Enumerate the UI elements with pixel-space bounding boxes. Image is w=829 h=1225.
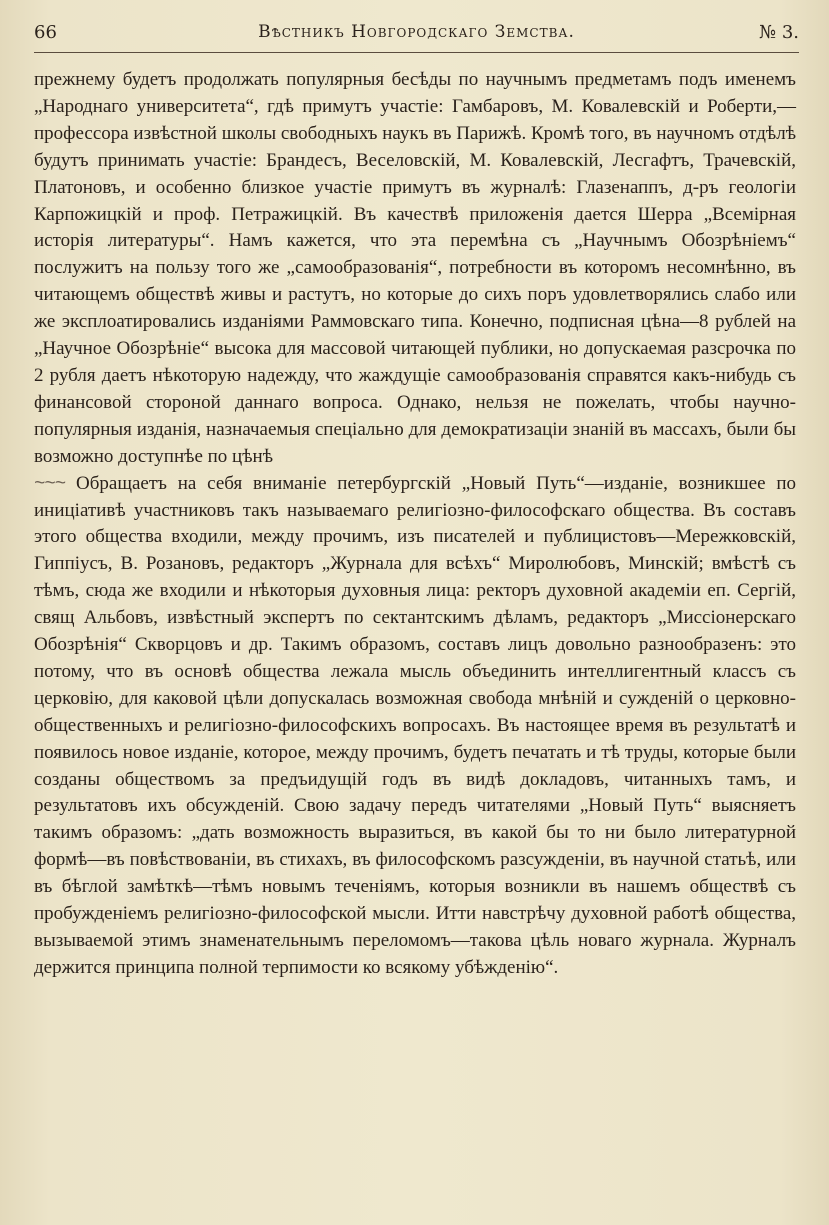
issue-number: № 3.: [759, 22, 799, 43]
paragraph-1: [34, 67, 796, 471]
running-header: [34, 18, 799, 53]
paragraph-2-lead-mark: ~~~: [34, 472, 66, 495]
paragraph-2: [34, 471, 796, 982]
article-body: [34, 67, 796, 982]
journal-title: Вѣстникъ Новгородскаго Земства.: [258, 22, 575, 42]
paragraph-1-text: прежнему будетъ продолжать популярныя бесѣды по научнымъ предметамъ подъ именемъ „Народнаго университета“, гдѣ примутъ участіе: Гамбаровъ, М. Ковалевскій и Роберти,—профессора извѣстной школы свободныхъ наукъ въ Парижѣ. Кромѣ того, въ научномъ отдѣлѣ будутъ принимать участіе: Брандесъ, Веселовскій, М. Ковалевскій, Лесгафтъ, Трачевскій, Платоновъ, и особенно близкое участіе примутъ въ журналѣ: Глазенаппъ, д-ръ геологіи Карпожицкій и проф. Петражицкій. Въ качествѣ приложенія дается Шерра „Всемірная исторія литературы“. Намъ кажется, что эта перемѣна съ „Научнымъ Обозрѣніемъ“ послужитъ на пользу того же „самообразованія“, потребности въ которомъ несомнѣнно, въ читающемъ обществѣ живы и растутъ, но которые до сихъ поръ удовлетворялись слабо или же эксплоатировались изданіями Раммовскаго типа. Конечно, подписная цѣна—8 рублей на „Научное Обозрѣніе“ высока для массовой читающей публики, но допускаемая разсрочка по 2 рубля даетъ нѣкоторую надежду, что жаждущіе самообразованія справятся какъ-нибудь съ финансовой стороной даннаго вопроса. Однако, нельзя не пожелать, чтобы научно-популярныя изданія, назначаемыя спеціально для демократизаціи знаній въ массахъ, были бы возможно доступнѣе по цѣнѣ: [34, 69, 797, 467]
page-number: 66: [34, 22, 57, 43]
paragraph-2-text: Обращаетъ на себя вниманіе петербургскій „Новый Путь“—изданіе, возникшее по иниціативѣ участниковъ такъ называемаго религіозно-философскаго общества. Въ составъ этого общества входили, между прочимъ, изъ писателей и публицистовъ—Мережковскій, Гиппіусъ, В. Розановъ, редакторъ „Журнала для всѣхъ“ Миролюбовъ, Минскій; вмѣстѣ съ тѣмъ, сюда же входили и нѣкоторыя духовныя лица: ректоръ духовной академіи еп. Сергій, свящ Альбовъ, извѣстный экспертъ по сектантскимъ дѣламъ, редакторъ „Миссіонерскаго Обозрѣнія“ Скворцовъ и др. Такимъ образомъ, составъ лицъ довольно разнообразенъ: это потому, что въ основѣ общества лежала мысль объединить интеллигентный классъ съ церковію, для каковой цѣли допускалась возможная свобода мнѣній и сужденій о церковно-общественныхъ и религіозно-философскихъ вопросахъ. Въ настоящее время въ результатѣ и появилось новое изданіе, которое, между прочимъ, будетъ печатать и тѣ труды, которые были созданы обществомъ за предъидущій годъ въ видѣ докладовъ, читанныхъ тамъ, и результатовъ ихъ обсужденій. Свою задачу передъ читателями „Новый Путь“ выясняетъ такимъ образомъ: „дать возможность выразиться, въ какой бы то ни было литературной формѣ—въ повѣствованіи, въ стихахъ, въ философскомъ разсужденіи, въ научной статьѣ, или въ бѣглой замѣткѣ—тѣмъ новымъ теченіямъ, которыя возникли въ нашемъ обществѣ съ пробужденіемъ религіозно-философской мысли. Итти навстрѣчу духовной работѣ общества, вызываемой этимъ знаменательнымъ переломомъ—такова цѣль новаго журнала. Журналъ держится принципа полной терпимости ко всякому убѣжденію“.: [34, 472, 796, 978]
